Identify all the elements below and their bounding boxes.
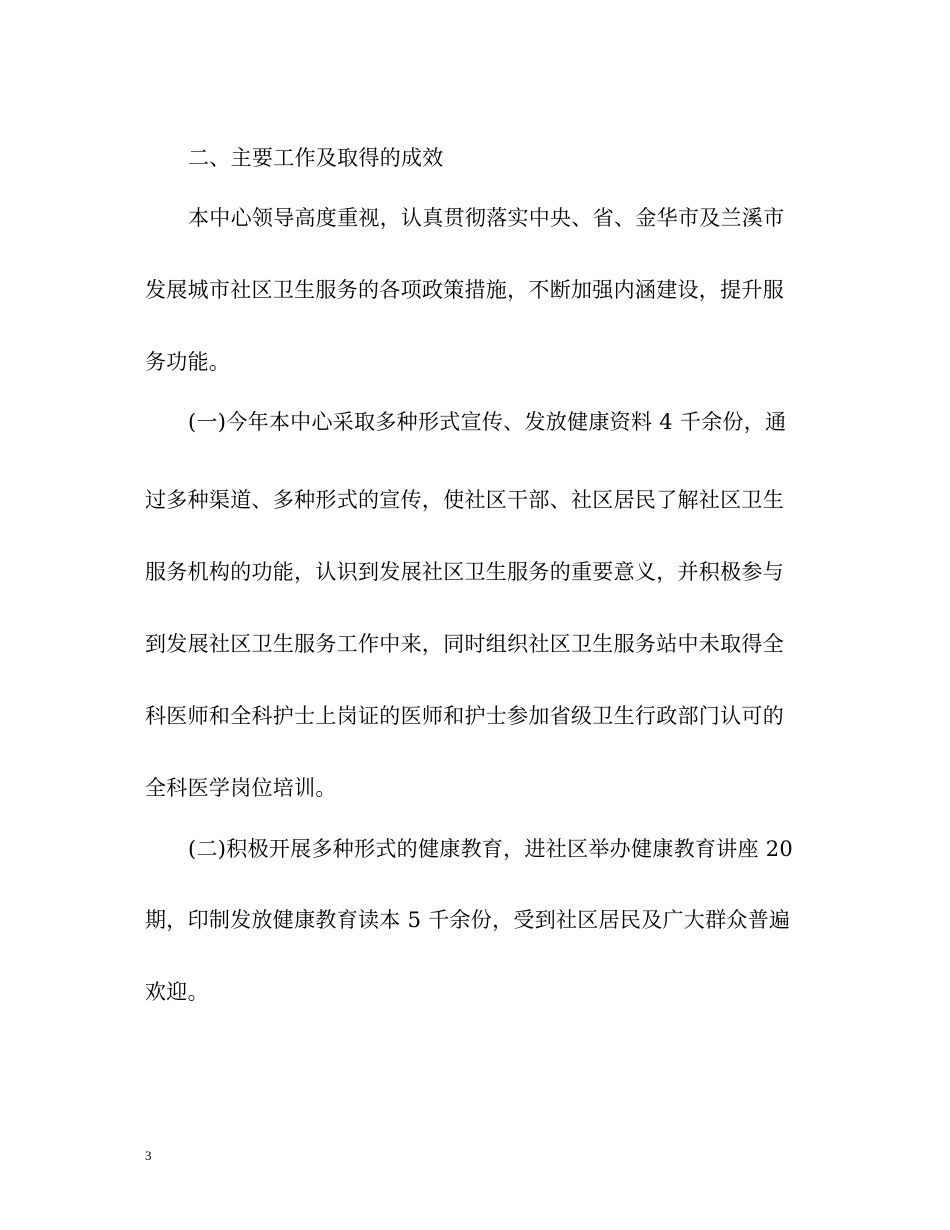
section-heading: 二、主要工作及取得的成效	[188, 146, 444, 170]
paragraph-3-line-3: 欢迎。	[145, 980, 209, 1004]
paragraph-2-line-4: 到发展社区卫生服务工作中来，同时组织社区卫生服务站中未取得全	[145, 632, 784, 656]
paragraph-1-line-1: 本中心领导高度重视，认真贯彻落实中央、省、金华市及兰溪市	[188, 206, 785, 230]
page-number: 3	[145, 1148, 152, 1163]
paragraph-1-line-2: 发展城市社区卫生服务的各项政策措施，不断加强内涵建设，提升服	[145, 278, 784, 302]
paragraph-2-line-5: 科医师和全科护士上岗证的医师和护士参加省级卫生行政部门认可的	[145, 704, 784, 728]
paragraph-2-line-6: 全科医学岗位培训。	[145, 776, 337, 800]
paragraph-2-line-3: 服务机构的功能，认识到发展社区卫生服务的重要意义，并积极参与	[145, 560, 784, 584]
paragraph-2-line-2: 过多种渠道、多种形式的宣传，使社区干部、社区居民了解社区卫生	[145, 488, 784, 512]
paragraph-1-line-3: 务功能。	[145, 350, 231, 374]
paragraph-3-line-1: (二)积极开展多种形式的健康教育，进社区举办健康教育讲座 20	[188, 837, 794, 861]
paragraph-2-line-1: (一)今年本中心采取多种形式宣传、发放健康资料 4 千余份，通	[188, 410, 787, 434]
paragraph-3-line-2: 期，印制发放健康教育读本 5 千余份，受到社区居民及广大群众普遍	[145, 908, 791, 932]
